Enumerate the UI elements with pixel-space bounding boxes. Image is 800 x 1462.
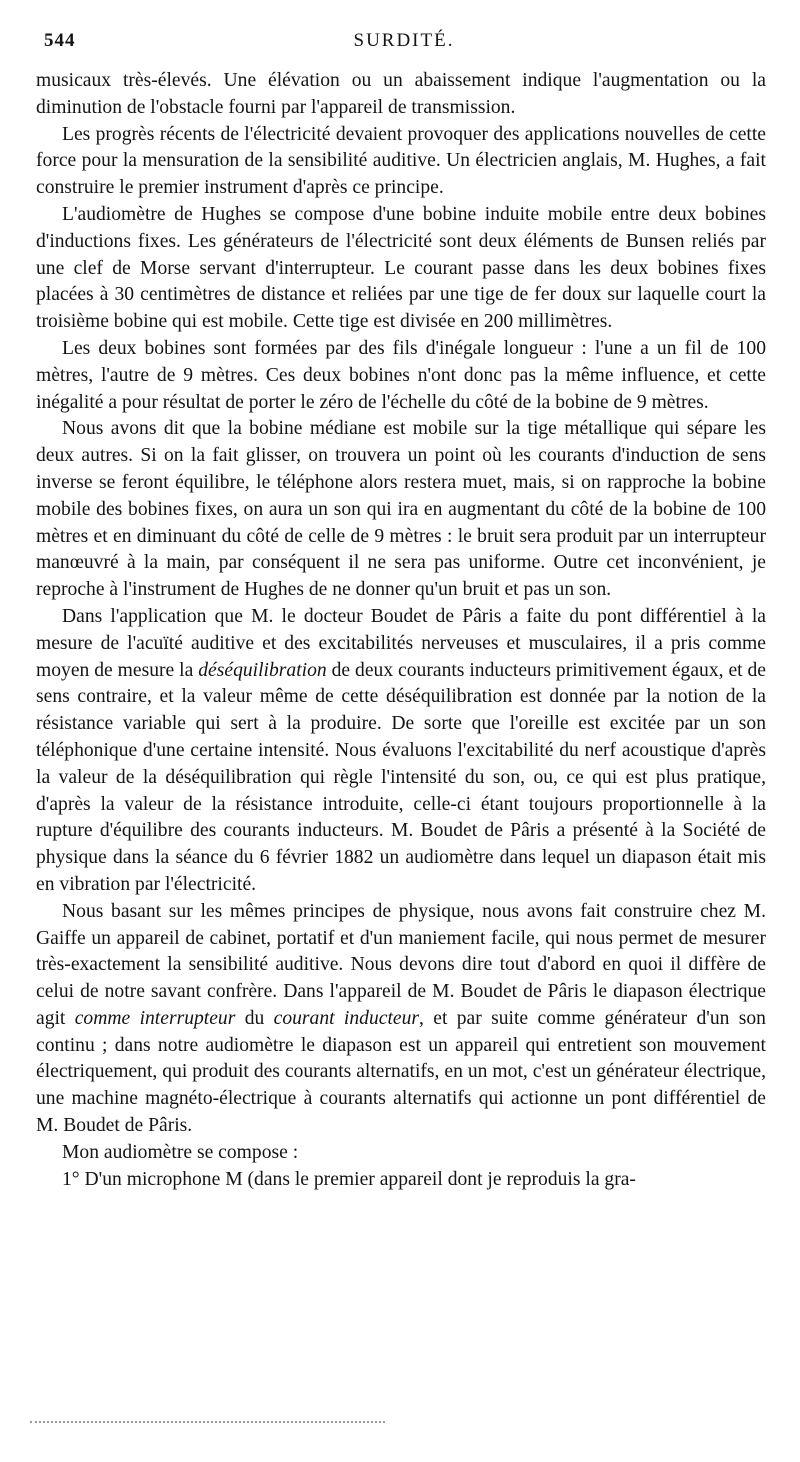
- text-segment: Mon audiomètre se compose :: [62, 1141, 299, 1163]
- paragraph: [36, 1140, 766, 1167]
- footer-dotted-rule: [30, 1421, 385, 1423]
- text-segment: Nous basant sur les mêmes principes de physique, nous avons fait construire chez M. Gaiffe un appareil de cabinet, portatif et d'un maniement facile, qui nous permet de mesurer très-exactement la sensibilité auditive. Nous devons dire tout d'abord en quoi il diffère de celui de notre savant confrère. Dans l'appareil de M. Boudet de Pâris le diapason électrique agit: [36, 900, 766, 1029]
- text-segment: Les deux bobines sont formées par des fils d'inégale longueur : l'une a un fil de 100 mètres, l'autre de 9 mètres. Ces deux bobines n'ont donc pas la même influence, et cette inégalité a pour résultat de porter le zéro de l'échelle du côté de la bobine de 9 mètres.: [36, 337, 766, 413]
- paragraph: [36, 416, 766, 604]
- paragraph: [36, 336, 766, 416]
- text-segment: Dans l'application que M. le docteur Boudet de Pâris a faite du pont différentiel à la mesure de l'acuïté auditive et des excitabilités nerveuses et musculaires, il a pris comme moyen de mesure la: [36, 605, 766, 681]
- text-segment: Nous avons dit que la bobine médiane est mobile sur la tige métallique qui sépare les deux autres. Si on la fait glisser, on trouvera un point où les courants d'induction de sens inverse se feront équilibre, le téléphone alors restera muet, mais, si on rapproche la bobine mobile des bobines fixes, on aura un son qui ira en augmentant du côté de la bobine de 100 mètres et en diminuant du côté de celle de 9 mètres : le bruit sera produit par un interrupteur manœuvré à la main, par conséquent il ne sera pas uniforme. Outre cet inconvénient, je reproche à l'instrument de Hughes de ne donner qu'un bruit et pas un son.: [36, 418, 766, 601]
- text-segment: Les progrès récents de l'électricité devaient provoquer des applications nouvelles de cette force pour la mensuration de la sensibilité auditive. Un électricien anglais, M. Hughes, a fait construire le premier instrument d'après ce principe.: [36, 123, 766, 199]
- paragraph: [36, 68, 766, 122]
- page-header: [44, 30, 764, 60]
- italic-text: comme interrupteur: [74, 1007, 236, 1029]
- text-segment: de deux courants inducteurs primitivement égaux, et de sens contraire, et la valeur même de cette déséquilibration est donnée par la notion de la résistance variable qui sert à la produire. De sorte que l'oreille est excitée par un son téléphonique d'une certaine intensité. Nous évaluons l'excitabilité du nerf acoustique d'après la valeur de la déséquilibration qui règle l'intensité du son, ou, ce qui est plus pratique, d'après la valeur de la résistance introduite, celle-ci étant toujours proportionnelle à la rupture d'équilibre des courants inducteurs. M. Boudet de Pâris a présenté à la Société de physique dans la séance du 6 février 1882 un audiomètre dans lequel un diapason était mis en vibration par l'électricité.: [36, 659, 767, 895]
- text-segment: musicaux très-élevés. Une élévation ou un abaissement indique l'augmentation ou la diminution de l'obstacle fourni par l'appareil de transmission.: [36, 70, 766, 118]
- paragraph: [36, 1167, 766, 1194]
- page-number: 544: [44, 30, 76, 51]
- paragraph: [36, 604, 766, 899]
- paragraph: [36, 122, 766, 202]
- body-text: [36, 68, 766, 1193]
- text-segment: 1° D'un microphone M (dans le premier appareil dont je reproduis la gra-: [62, 1168, 636, 1190]
- italic-text: courant inducteur: [273, 1007, 420, 1029]
- text-segment: du: [235, 1007, 274, 1029]
- text-segment: L'audiomètre de Hughes se compose d'une bobine induite mobile entre deux bobines d'inductions fixes. Les générateurs de l'électricité sont deux éléments de Bunsen reliés par une clef de Morse servant d'interrupteur. Le courant passe dans les deux bobines fixes placées à 30 centimètres de distance et reliées par une tige de fer doux sur laquelle court la troisième bobine qui est mobile. Cette tige est divisée en 200 millimètres.: [36, 203, 766, 333]
- text-segment: , et par suite comme générateur d'un son continu ; dans notre audiomètre le diapason est un appareil qui entretient son mouvement électriquement, qui produit des courants alternatifs, en un mot, c'est un générateur électrique, une machine magnéto-électrique à courants alternatifs qui actionne un pont différentiel de M. Boudet de Pâris.: [36, 1007, 766, 1137]
- paragraph: [36, 899, 766, 1140]
- running-title: SURDITÉ.: [353, 30, 455, 51]
- italic-text: déséquilibration: [198, 659, 327, 681]
- paragraph: [36, 202, 766, 336]
